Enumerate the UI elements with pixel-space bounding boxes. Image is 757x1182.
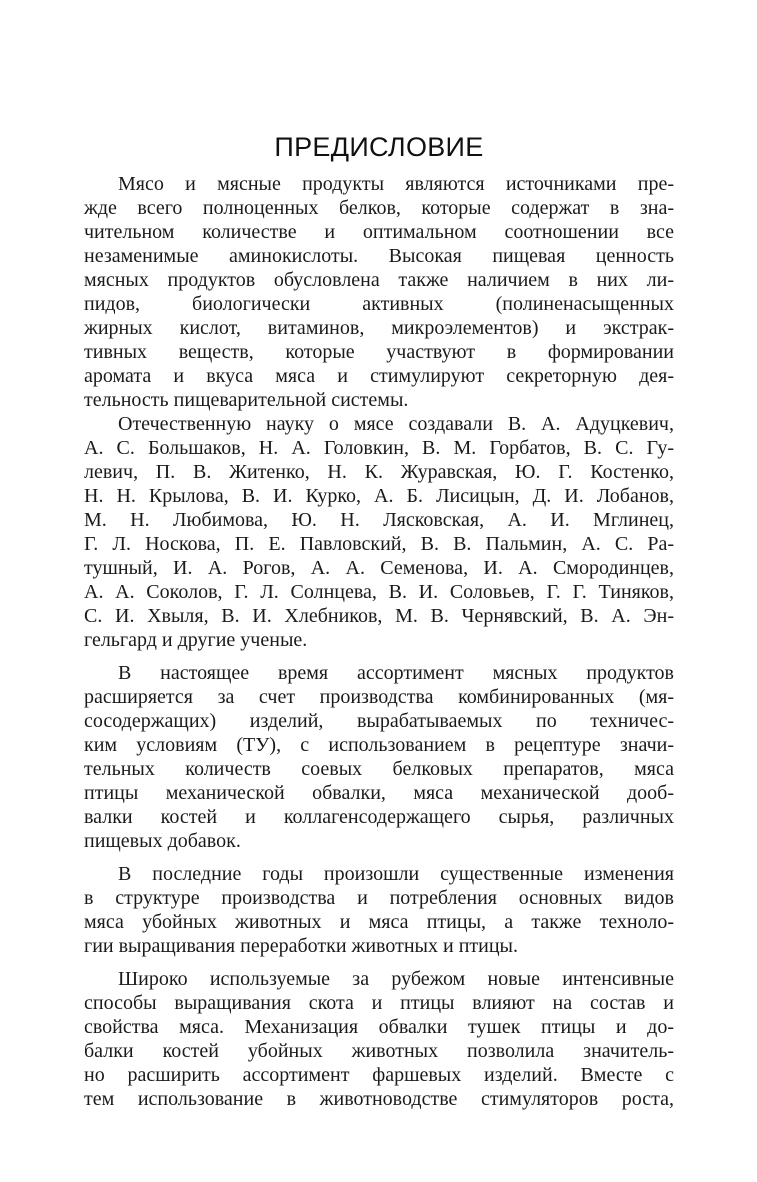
text-line: жирных кислот, витаминов, микроэлементов) и экстрак- — [84, 317, 674, 339]
text-line: жде всего полноценных белков, которые содержат в зна- — [84, 197, 674, 219]
text-line: В настоящее время ассортимент мясных продуктов — [118, 662, 674, 684]
text-line: балки костей убойных животных позволила значитель- — [84, 1040, 674, 1062]
text-line: птицы механической обвалки, мяса механической дооб- — [84, 782, 674, 804]
text-line: Г. Л. Носкова, П. Е. Павловский, В. В. Пальмин, А. С. Ра- — [84, 533, 674, 555]
text-line: тем использование в животноводстве стимуляторов роста, — [84, 1088, 674, 1110]
text-line: мяса убойных животных и мяса птицы, а также техноло- — [84, 911, 674, 933]
text-line: аромата и вкуса мяса и стимулируют секреторную дея- — [84, 365, 674, 387]
text-line: тушный, И. А. Рогов, А. А. Семенова, И. А. Смородинцев, — [84, 557, 674, 579]
paragraph-gap — [84, 958, 674, 967]
text-line: А. С. Большаков, Н. А. Головкин, В. М. Горбатов, В. С. Гу- — [84, 437, 674, 459]
text-line: расширяется за счет производства комбинированных (мя- — [84, 686, 674, 708]
paragraph — [84, 967, 674, 1111]
paragraph — [84, 412, 674, 652]
page-body — [84, 172, 674, 1111]
paragraph-gap — [84, 652, 674, 661]
text-line: валки костей и коллагенсодержащего сырья, различных — [84, 806, 674, 828]
text-line: сосодержащих) изделий, вырабатываемых по техничес- — [84, 710, 674, 732]
page-title: ПРЕДИСЛОВИЕ — [274, 132, 484, 162]
text-line: пидов, биологически активных (полиненасыщенных — [84, 293, 674, 315]
paragraph — [84, 862, 674, 958]
text-line: гии выращивания переработки животных и птицы. — [84, 935, 518, 957]
text-line: С. И. Хвыля, В. И. Хлебников, М. В. Чернявский, В. А. Эн- — [84, 605, 674, 627]
text-line: Широко используемые за рубежом новые интенсивные — [118, 968, 674, 990]
text-line: тивных веществ, которые участвуют в формировании — [84, 341, 674, 363]
paragraph — [84, 661, 674, 853]
text-line: ким условиям (ТУ), с использованием в рецептуре значи- — [84, 734, 674, 756]
text-line: Мясо и мясные продукты являются источниками пре- — [118, 173, 674, 195]
text-line: тельных количеств соевых белковых препаратов, мяса — [84, 758, 674, 780]
text-line: А. А. Соколов, Г. Л. Солнцева, В. И. Соловьев, Г. Г. Тиняков, — [84, 581, 674, 603]
paragraph-gap — [84, 853, 674, 862]
text-line: пищевых добавок. — [84, 830, 241, 852]
book-page — [84, 0, 674, 1182]
paragraph — [84, 172, 674, 412]
text-line: мясных продуктов обусловлена также наличием в них ли- — [84, 269, 674, 291]
text-line: в структуре производства и потребления основных видов — [84, 887, 674, 909]
text-line: Н. Н. Крылова, В. И. Курко, А. Б. Лисицын, Д. И. Лобанов, — [84, 485, 674, 507]
text-line: левич, П. В. Житенко, Н. К. Журавская, Ю. Г. Костенко, — [84, 461, 674, 483]
text-line: Отечественную науку о мясе создавали В. А. Адуцкевич, — [118, 413, 674, 435]
text-line: В последние годы произошли существенные изменения — [118, 863, 674, 885]
text-line: но расширить ассортимент фаршевых изделий. Вместе с — [84, 1064, 674, 1086]
text-line: свойства мяса. Механизация обвалки тушек птицы и до- — [84, 1016, 674, 1038]
text-line: тельность пищеварительной системы. — [84, 389, 409, 411]
text-line: М. Н. Любимова, Ю. Н. Лясковская, А. И. Мглинец, — [84, 509, 674, 531]
text-line: способы выращивания скота и птицы влияют на состав и — [84, 992, 674, 1014]
text-line: чительном количестве и оптимальном соотношении все — [84, 221, 674, 243]
text-line: незаменимые аминокислоты. Высокая пищевая ценность — [84, 245, 674, 267]
text-line: гельгард и другие ученые. — [84, 629, 308, 651]
